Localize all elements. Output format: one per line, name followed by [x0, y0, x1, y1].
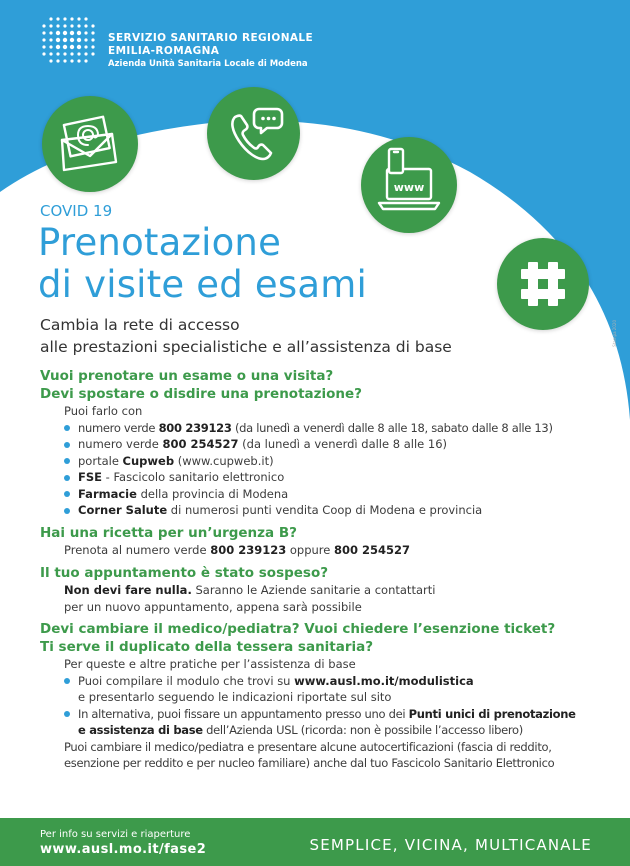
logo-dot — [91, 52, 94, 55]
logo-dot — [49, 24, 52, 27]
logo-dot — [77, 59, 80, 62]
logo-dot — [70, 59, 73, 62]
logo-dot — [77, 45, 81, 49]
item-post: (www.cupweb.it) — [174, 453, 274, 468]
item2-pre: In alternativa, puoi fissare un appuntamento presso uno dei — [78, 706, 409, 721]
urgenza-number2: 800 254527 — [334, 543, 411, 557]
logo-dot — [91, 45, 94, 48]
list-item — [64, 420, 600, 437]
list-item — [64, 486, 600, 503]
logo-dot — [49, 31, 52, 34]
list-item — [64, 502, 600, 519]
sospeso-rest: Saranno le Aziende sanitarie a contattarti — [191, 583, 436, 597]
urgenza-text — [40, 542, 600, 559]
logo-dot — [49, 45, 52, 48]
logo-dot — [70, 24, 73, 27]
title-line1: Prenotazione — [38, 221, 282, 264]
logo-dot — [42, 38, 45, 41]
logo-dot — [84, 45, 87, 48]
logo-dot — [63, 52, 66, 55]
mail-icon — [42, 96, 138, 192]
bullet-icon — [64, 458, 70, 464]
item-pre: numero verde — [78, 437, 163, 451]
www-label: www — [393, 181, 425, 194]
logo-dot — [70, 38, 74, 42]
urgenza-pre: Prenota al numero verde — [64, 543, 211, 557]
item-post: - Fascicolo sanitario elettronico — [102, 470, 285, 484]
logo-dot — [56, 17, 59, 20]
footer-info: Per info su servizi e riaperture — [40, 829, 191, 840]
subtitle-line2: alle prestazioni specialistiche e all’assistenza di base — [40, 338, 452, 356]
bullet-icon — [64, 442, 70, 448]
logo-dot — [70, 52, 73, 55]
question-medico: Devi cambiare il medico/pediatra? Vuoi chiedere l’esenzione ticket? — [40, 621, 556, 637]
logo-dot — [84, 59, 87, 62]
logo-dot — [77, 24, 80, 27]
list-item — [64, 436, 600, 453]
question-urgenza: Hai una ricetta per un’urgenza B? — [40, 524, 297, 541]
item-post: di numerosi punti vendita Coop di Modena e provincia — [167, 503, 483, 517]
modulistica-link: www.ausl.mo.it/modulistica — [294, 673, 474, 688]
logo-dot — [91, 38, 94, 41]
item1-line2: e presentarlo seguendo le indicazioni riportate sul sito — [78, 690, 392, 704]
subtitle-line1: Cambia la rete di accesso — [40, 316, 240, 334]
footer — [0, 818, 630, 866]
logo-dot — [49, 38, 52, 41]
logo-dot — [84, 38, 87, 41]
item-bold: FSE — [78, 470, 102, 484]
booking-channels-list — [40, 420, 600, 519]
region-logo-icon — [40, 15, 98, 67]
item-post: della provincia di Modena — [136, 486, 289, 501]
logo-dot — [70, 45, 74, 49]
logo-dot — [84, 24, 87, 27]
page-title — [38, 222, 367, 306]
item1-pre: Puoi compilare il modulo che trovi su — [78, 673, 295, 688]
bullet-icon — [64, 678, 70, 684]
bullet-icon — [64, 475, 70, 481]
logo-dot — [49, 52, 52, 55]
logo-dot — [84, 17, 87, 20]
logo-dot — [70, 17, 73, 20]
logo-dot — [63, 31, 67, 35]
logo-dot — [56, 24, 59, 27]
logo-dot — [77, 38, 81, 42]
logo-dot — [84, 52, 87, 55]
logo-dot — [63, 59, 66, 62]
urgenza-mid: oppure — [286, 543, 335, 557]
sospeso-bold: Non devi fare nulla. — [64, 583, 192, 597]
question-tessera: Ti serve il duplicato della tessera sanitaria? — [40, 638, 374, 655]
item-pre: numero verde — [78, 420, 159, 435]
item2-post: dell’Azienda USL (ricorda: non è possibile l’accesso libero) — [202, 723, 523, 737]
question-prenotare: Vuoi prenotare un esame o una visita? — [40, 368, 334, 384]
logo-dot — [56, 59, 59, 62]
footer-slogan: SEMPLICE, VICINA, MULTICANALE — [309, 836, 592, 854]
logo-dot — [63, 24, 66, 27]
question-spostare: Devi spostare o disdire una prenotazione? — [40, 385, 362, 402]
section-urgenza — [40, 525, 600, 559]
title-line2: di visite ed esami — [38, 263, 367, 306]
urgenza-number1: 800 239123 — [210, 543, 287, 557]
logo-dot — [91, 31, 94, 34]
item-post: (da lunedì a venerdì dalle 8 alle 16) — [238, 437, 447, 451]
medico-outro1: Puoi cambiare il medico/pediatra e presentare alcune autocertificazioni (fascia di reddito, — [64, 739, 552, 754]
list-item — [64, 673, 600, 706]
section-medico — [40, 621, 600, 772]
org-line2: EMILIA-ROMAGNA — [108, 45, 220, 57]
list-item — [64, 453, 600, 470]
section1-intro: Puoi farlo con — [64, 404, 143, 418]
footer-url: www.ausl.mo.it/fase2 — [40, 842, 207, 857]
list-item — [64, 469, 600, 486]
list-item — [64, 706, 600, 739]
item-post: (da lunedì a venerdì dalle 8 alle 18, sabato dalle 8 alle 13) — [231, 420, 553, 435]
item2-bold1: Punti unici di prenotazione — [408, 706, 576, 721]
item-bold: Farmacie — [78, 486, 137, 501]
bullet-icon — [64, 711, 70, 717]
item2-bold2: e assistenza di base — [78, 723, 203, 737]
logo-dot — [63, 17, 66, 20]
medico-intro: Per queste e altre pratiche per l’assistenza di base — [64, 657, 356, 671]
medico-outro2: esenzione per reddito e per nucleo familiare) anche dal tuo Fascicolo Sanitario Elettronico — [64, 756, 555, 770]
sospeso-line2: per un nuovo appuntamento, appena sarà possibile — [64, 599, 362, 614]
logo-dot — [56, 45, 60, 49]
logo-dot — [49, 17, 52, 20]
logo-dot — [77, 52, 80, 55]
logo-dot — [56, 31, 60, 35]
covid-label: COVID 19 — [40, 202, 113, 220]
sospeso-text — [40, 582, 600, 599]
phone-icon — [207, 87, 300, 180]
logo-dot — [77, 31, 81, 35]
question-sospeso: Il tuo appuntamento è stato sospeso? — [40, 564, 329, 581]
org-line1: SERVIZIO SANITARIO REGIONALE — [108, 32, 314, 44]
logo-dot — [84, 31, 87, 34]
logo-dot — [77, 17, 80, 20]
item-bold: Cupweb — [122, 453, 175, 468]
logo-dot — [63, 38, 67, 42]
item-bold: 800 254527 — [162, 437, 239, 451]
logo-dot — [42, 31, 45, 34]
bullet-icon — [64, 491, 70, 497]
bullet-icon — [64, 425, 70, 431]
logo-dot — [56, 52, 59, 55]
logo-dot — [42, 52, 45, 55]
medico-options-list — [40, 673, 600, 739]
logo-dot — [42, 24, 45, 27]
subtitle — [40, 314, 452, 358]
web-icon — [361, 137, 457, 233]
logo-dot — [91, 24, 94, 27]
cross-icon — [497, 238, 589, 330]
logo-dot — [42, 45, 45, 48]
section-sospeso — [40, 565, 600, 616]
item-bold: 800 239123 — [158, 420, 232, 435]
logo-dot — [49, 59, 52, 62]
main-content — [40, 368, 600, 778]
print-note: Stampa 2020 — [612, 320, 617, 347]
organization-name — [108, 32, 313, 70]
logo-dot — [56, 38, 60, 42]
bullet-icon — [64, 508, 70, 514]
section-prenotazione — [40, 368, 600, 519]
item-bold: Corner Salute — [78, 503, 168, 517]
logo-dot — [63, 45, 67, 49]
org-line3: Azienda Unità Sanitaria Locale di Modena — [108, 59, 308, 69]
logo-dot — [70, 31, 74, 35]
item-pre: portale — [78, 453, 123, 468]
